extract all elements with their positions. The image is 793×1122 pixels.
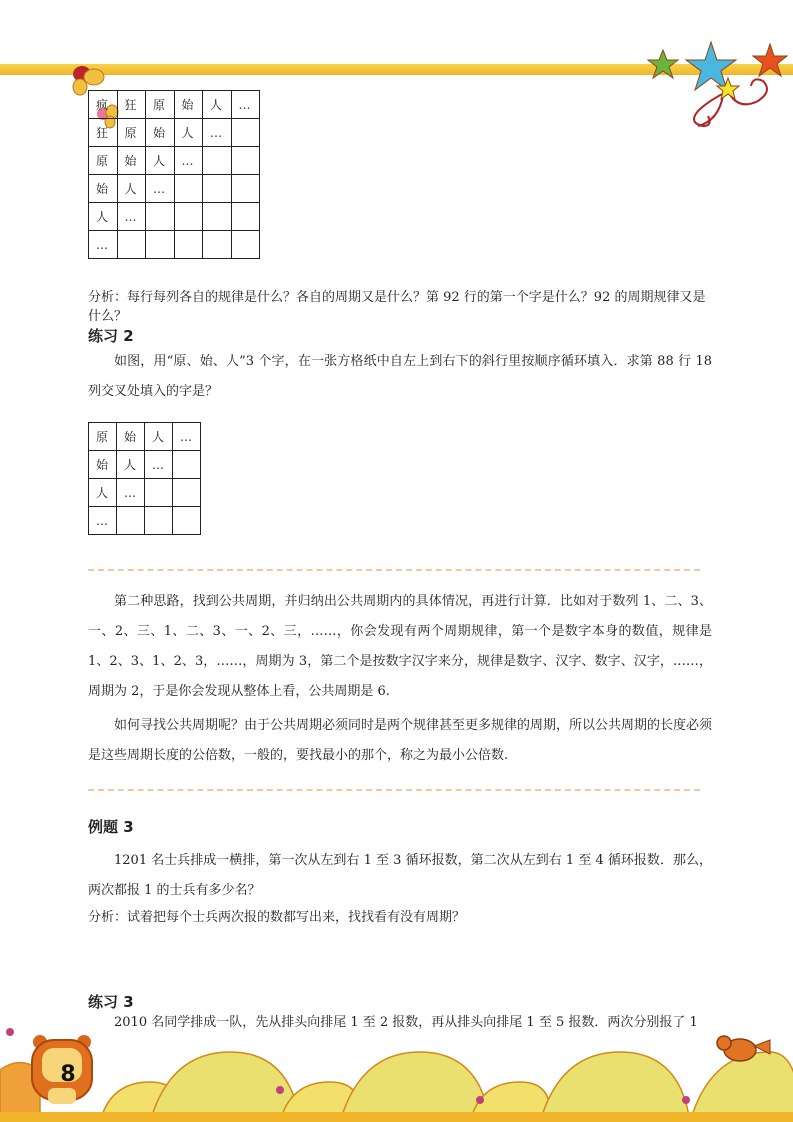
exercise-3-text: 2010 名同学排成一队，先从排头向排尾 1 至 2 报数，再从排头向排尾 1 至 5 报数．两次分别报了 1 xyxy=(114,1015,698,1030)
grid-row xyxy=(89,507,201,535)
section-divider xyxy=(88,789,700,791)
grid-cell xyxy=(203,175,232,203)
example-3-analysis: 分析：试着把每个士兵两次报的数都写出来，找找看有没有周期？ xyxy=(88,910,466,925)
page-number: 8 xyxy=(60,1062,76,1087)
grid-cell xyxy=(203,203,232,231)
grid-cell: 原 xyxy=(89,147,118,175)
grid-cell: 人 xyxy=(145,423,173,451)
grid-cell: 人 xyxy=(146,147,175,175)
grid-cell xyxy=(231,231,260,259)
grid-cell: 人 xyxy=(203,91,232,119)
footer-band xyxy=(0,1112,793,1122)
grid-cell: … xyxy=(203,119,232,147)
grid-cell: 始 xyxy=(117,147,146,175)
grid-cell: 人 xyxy=(117,451,145,479)
grid-cell: 狂 xyxy=(89,119,118,147)
grid-cell: … xyxy=(89,231,118,259)
grid-cell: 始 xyxy=(89,175,118,203)
grid-cell xyxy=(173,479,201,507)
grid-cell xyxy=(203,231,232,259)
section-divider xyxy=(88,569,700,571)
grid-row xyxy=(89,175,260,203)
grid-cell xyxy=(203,147,232,175)
grid-cell xyxy=(231,175,260,203)
exercise-2-text: 如图，用“原、始、人”3 个字，在一张方格纸中自左上到右下的斜行里按顺序循环填入．求第 88 行 18 列交叉处填入的字是？ xyxy=(88,354,712,399)
exercise-3-heading: 练习 3 xyxy=(88,993,134,1011)
method-2-paragraph-1: 第二种思路，找到公共周期，并归纳出公共周期内的具体情况，再进行计算．比如对于数列 1、二、3、一、2、三、1、二、3、一、2、三，……，你会发现有两个周期规律，第一个是数字本身的数值，规律是 1、2、3、1、2、3，……，周期为 3，第二个是按数字汉字来分，规律是数字、汉字、数字、汉字，……，周期为 2，于是你会发现从整体上看，公共周期是 6. xyxy=(88,594,712,699)
grid-cell: 人 xyxy=(174,119,203,147)
grid-cell xyxy=(146,231,175,259)
grid-cell xyxy=(117,231,146,259)
wave-decoration-icon xyxy=(0,1010,793,1122)
grid-cell: … xyxy=(117,479,145,507)
grid-cell: … xyxy=(173,423,201,451)
grid-cell xyxy=(145,507,173,535)
grid-cell xyxy=(117,507,145,535)
method-2-paragraph-2: 如何寻找公共周期呢？由于公共周期必须同时是两个规律甚至更多规律的周期，所以公共周期的长度必须是这些周期长度的公倍数，一般的，要找最小的那个，称之为最小公倍数. xyxy=(88,718,713,763)
example-3-heading: 例题 3 xyxy=(88,818,134,836)
grid-cell: … xyxy=(231,91,260,119)
grid-cell: 始 xyxy=(89,451,117,479)
grid-cell: 人 xyxy=(117,175,146,203)
grid-row xyxy=(89,423,201,451)
grid-cell: 原 xyxy=(146,91,175,119)
grid-cell: 始 xyxy=(174,91,203,119)
grid-cell: … xyxy=(117,203,146,231)
grid-cell: 疯 xyxy=(89,91,118,119)
grid-cell xyxy=(231,203,260,231)
grid-cell: … xyxy=(89,507,117,535)
grid-cell xyxy=(174,203,203,231)
grid-cell: 始 xyxy=(146,119,175,147)
grid-cell: 始 xyxy=(117,423,145,451)
character-grid-2 xyxy=(88,422,201,535)
grid-cell xyxy=(173,451,201,479)
grid-cell: … xyxy=(174,147,203,175)
orange-star-icon xyxy=(753,44,787,76)
grid-cell xyxy=(231,119,260,147)
grid-cell xyxy=(231,147,260,175)
grid-cell xyxy=(146,203,175,231)
grid-row xyxy=(89,147,260,175)
grid-cell: 人 xyxy=(89,203,118,231)
grid-cell xyxy=(173,507,201,535)
grid-cell: 人 xyxy=(89,479,117,507)
analysis-1: 分析：每行每列各自的规律是什么？各自的周期又是什么？第 92 行的第一个字是什么？92 的周期规律又是什么？ xyxy=(88,290,706,324)
exercise-2-heading: 练习 2 xyxy=(88,327,134,345)
character-grid-1 xyxy=(88,90,260,259)
grid-row xyxy=(89,203,260,231)
grid-cell xyxy=(174,175,203,203)
grid-cell: 狂 xyxy=(117,91,146,119)
stars-decoration-icon xyxy=(633,36,793,136)
grid-row xyxy=(89,479,201,507)
grid-row xyxy=(89,119,260,147)
grid-row xyxy=(89,231,260,259)
grid-cell xyxy=(174,231,203,259)
grid-cell xyxy=(145,479,173,507)
example-3-text: 1201 名士兵排成一横排，第一次从左到右 1 至 3 循环报数，第二次从左到右 1 至 4 循环报数．那么，两次都报 1 的士兵有多少名？ xyxy=(88,853,712,898)
grid-cell: … xyxy=(145,451,173,479)
grid-cell: 原 xyxy=(89,423,117,451)
grid-cell: 原 xyxy=(117,119,146,147)
green-star-icon xyxy=(648,50,678,78)
grid-row xyxy=(89,451,201,479)
grid-row xyxy=(89,91,260,119)
grid-cell: … xyxy=(146,175,175,203)
